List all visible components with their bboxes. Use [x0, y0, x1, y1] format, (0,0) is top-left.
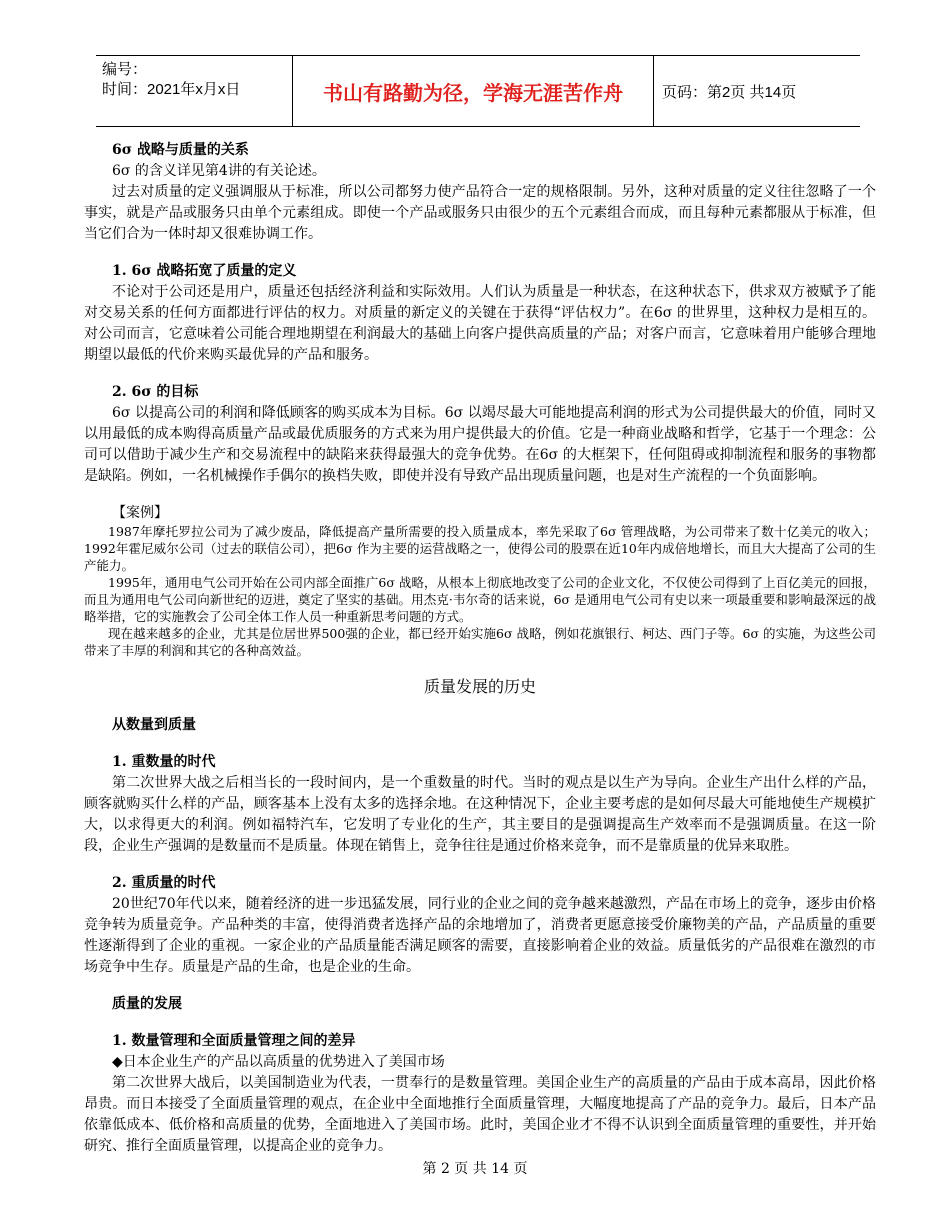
document-body	[84, 140, 876, 1157]
section-heading: 6σ 战略与质量的关系	[112, 142, 249, 158]
chapter-title: 质量发展的历史	[423, 677, 536, 696]
paragraph: 6σ 的含义详见第4讲的有关论述。	[112, 163, 326, 179]
section-heading: 从数量到质量	[112, 717, 196, 733]
sub-heading: 1. 重数量的时代	[112, 754, 216, 770]
sub-heading: 2. 6σ 的目标	[112, 384, 199, 400]
paragraph: 第二次世界大战之后相当长的一段时间内，是一个重数量的时代。当时的观点是以生产为导向。企业生产出什么样的产品，顾客就购买什么样的产品，顾客基本上没有太多的选择余地。在这种情况下，企业主要考虑的是如何尽最大可能地使生产规模扩大，以求得更大的利润。例如福特汽车，它发明了专业化的生产，其主要目的是强调提高生产效率而不是强调质量。在这一阶段，企业生产强调的是数量而不是质量。体现在销售上，竞争往往是通过价格来竞争，而不是靠质量的优异来取胜。	[84, 775, 876, 854]
case-paragraph: 1995年，通用电气公司开始在公司内部全面推广6σ 战略，从根本上彻底地改变了公司的企业文化，不仅使公司得到了上百亿美元的回报，而且为通用电气公司向新世纪的迈进，奠定了坚实的基础。用杰克·韦尔奇的话来说，6σ 是通用电气公司有史以来一项最重要和影响最深远的战略举措，它的实施教会了公司全体工作人员一种重新思考问题的方式。	[84, 575, 876, 624]
paragraph: 第二次世界大战后，以美国制造业为代表，一贯奉行的是数量管理。美国企业生产的高质量的产品由于成本高昂，因此价格昂贵。而日本接受了全面质量管理的观点，在企业中全面地推行全面质量管理，大幅度地提高了产品的竞争力。最后，日本产品依靠低成本、低价格和高质量的优势，全面地进入了美国市场。此时，美国企业才不得不认识到全面质量管理的重要性，并开始研究、推行全面质量管理，以提高企业的竞争力。	[84, 1075, 876, 1154]
section-heading: 质量的发展	[112, 996, 182, 1012]
header-number: 编号：	[102, 61, 148, 78]
paragraph: 不论对于公司还是用户，质量还包括经济利益和实际效用。人们认为质量是一种状态，在这种状态下，供求双方被赋予了能对交易关系的任何方面都进行评估的权力。对质量的新定义的关键在于获得“评估权力”。在6σ 的世界里，这种权力是相互的。对公司而言，它意味着公司能合理地期望在利润最大的基础上向客户提供高质量的产品；对客户而言，它意味着用户能够合理地期望以最低的代价来购买最优异的产品和服务。	[84, 284, 876, 363]
page-header	[96, 55, 860, 127]
paragraph: 20世纪70年代以来，随着经济的进一步迅猛发展，同行业的企业之间的竞争越来越激烈，产品在市场上的竞争，逐步由价格竞争转为质量竞争。产品种类的丰富，使得消费者选择产品的余地增加了，消费者更愿意接受价廉物美的产品，产品质量的重要性逐渐得到了企业的重视。一家企业的产品质量能否满足顾客的需要，直接影响着企业的效益。质量低劣的产品很难在激烈的市场竞争中生存。质量是产品的生命，也是企业的生命。	[84, 896, 876, 975]
header-page-info: 页码：第2页 共14页	[662, 83, 797, 101]
case-paragraph: 现在越来越多的企业，尤其是位居世界500强的企业，都已经开始实施6σ 战略，例如花旗银行、柯达、西门子等。6σ 的实施，为这些公司带来了丰厚的利润和其它的各种高效益。	[84, 626, 876, 658]
paragraph: 过去对质量的定义强调服从于标准，所以公司都努力使产品符合一定的规格限制。另外，这种对质量的定义往往忽略了一个事实，就是产品或服务只由单个元素组成。即使一个产品或服务只由很少的五个元素组合而成，而且每种元素都服从于标准，但当它们合为一体时却又很难协调工作。	[84, 184, 876, 242]
bullet-item	[84, 1052, 876, 1073]
case-title: 【案例】	[112, 505, 168, 521]
sub-heading: 1. 数量管理和全面质量管理之间的差异	[112, 1033, 356, 1049]
header-time: 时间：2021年x月x日	[102, 81, 241, 98]
header-motto: 书山有路勤为径，学海无涯苦作舟	[292, 56, 654, 126]
bullet-text: 日本企业生产的产品以高质量的优势进入了美国市场	[122, 1054, 445, 1070]
sub-heading: 2. 重质量的时代	[112, 875, 216, 891]
header-meta	[96, 56, 292, 126]
case-paragraph: 1987年摩托罗拉公司为了减少废品，降低提高产量所需要的投入质量成本，率先采取了6σ 管理战略，为公司带来了数十亿美元的收入；1992年霍尼威尔公司（过去的联信公司），把6σ 作为主要的运营战略之一，使得公司的股票在近10年内成倍地增长，而且大大提高了公司的生产能力。	[84, 524, 876, 573]
sub-heading: 1. 6σ 战略拓宽了质量的定义	[112, 263, 297, 279]
page-footer: 第 2 页 共 14 页	[422, 1161, 528, 1177]
paragraph: 6σ 以提高公司的利润和降低顾客的购买成本为目标。6σ 以竭尽最大可能地提高利润的形式为公司提供最大的价值，同时又以用最低的成本购得高质量产品或最优质服务的方式来为用户提供最大的价值。它是一种商业战略和哲学，它基于一个理念：公司可以借助于减少生产和交易流程中的缺陷来获得最强大的竞争优势。在6σ 的大框架下，任何阻碍或抑制流程和服务的事物都是缺陷。例如，一名机械操作手偶尔的换档失败，即使并没有导致产品出现质量问题，也是对生产流程的一个负面影响。	[84, 405, 876, 484]
